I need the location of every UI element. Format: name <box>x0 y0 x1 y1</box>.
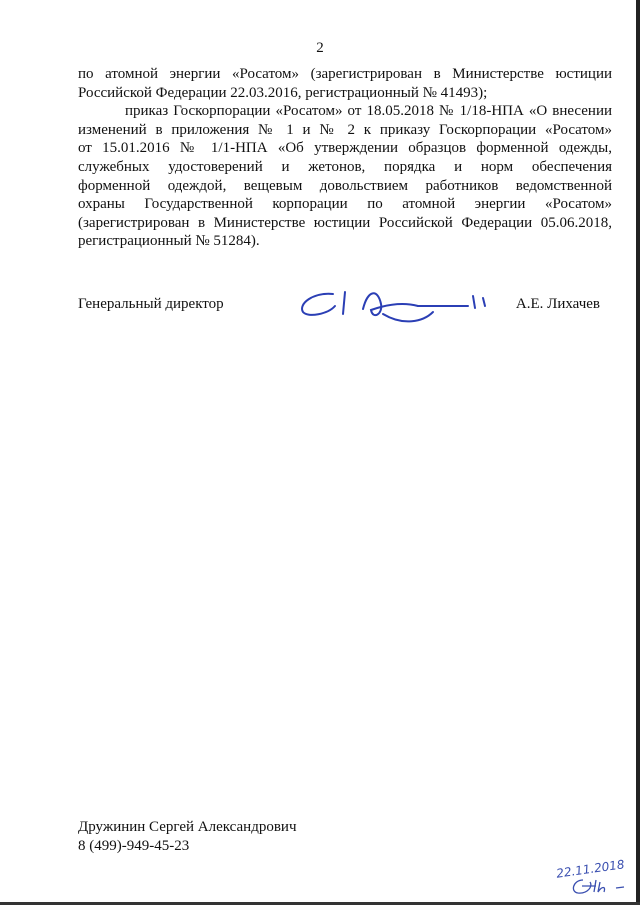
page-number: 2 <box>316 40 324 56</box>
body-line: (зарегистрирован в Министерстве юстиции Российской Федерации 05.06.2018, <box>78 214 612 231</box>
handwritten-initials <box>568 876 628 898</box>
contact-info <box>78 818 297 855</box>
body-line: Российской Федерации 22.03.2016, регистрационный № 41493); <box>78 84 488 101</box>
handwritten-date: 22.11.2018 <box>555 857 626 881</box>
body-line: форменной одеждой, вещевым довольствием работников ведомственной <box>78 177 612 194</box>
handwritten-signature <box>293 284 503 329</box>
body-line: изменений в приложения № 1 и № 2 к приказу Госкорпорации «Росатом» <box>78 121 612 138</box>
body-line: охраны Государственной корпорации по атомной энергии «Росатом» <box>78 196 612 213</box>
body-line: служебных удостоверений и жетонов, порядка и норм обеспечения <box>78 158 612 175</box>
body-line: приказ Госкорпорации «Росатом» от 18.05.2018 № 1/18-НПА «О внесении <box>125 103 612 120</box>
contact-name: Дружинин Сергей Александрович <box>78 819 297 835</box>
body-line: по атомной энергии «Росатом» (зарегистрирован в Министерстве юстиции <box>78 66 612 82</box>
contact-phone: 8 (499)-949-45-23 <box>78 837 190 854</box>
body-line: регистрационный № 51284). <box>78 233 260 250</box>
signer-position: Генеральный директор <box>78 296 224 312</box>
document-body <box>78 65 612 251</box>
scan-edge-right <box>636 0 640 905</box>
body-line: от 15.01.2016 № 1/1-НПА «Об утверждении образцов форменной одежды, <box>78 140 612 157</box>
signer-name: А.Е. Лихачев <box>515 296 600 312</box>
